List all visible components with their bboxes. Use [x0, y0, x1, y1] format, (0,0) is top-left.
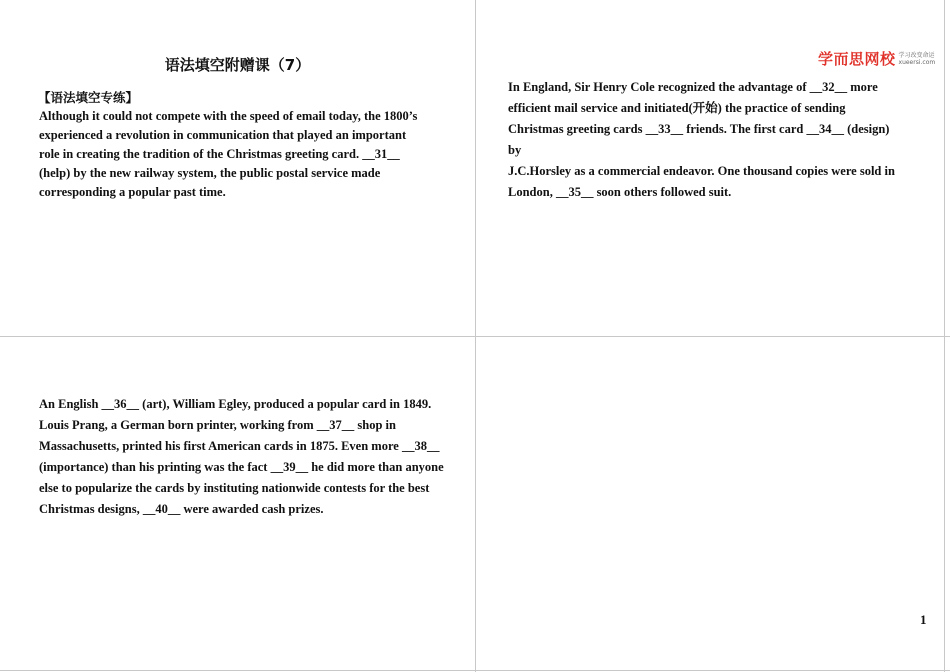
paragraph-2-part-1: In England, Sir Henry Cole recognized the advantage of __32__ more efficient mail service and initiated(开始) the practice of sending Christmas greeting cards __33__ friends. The first card __34__ (design) by [508, 80, 890, 157]
horizontal-divider [0, 336, 950, 337]
right-border [944, 0, 945, 672]
page-number: 1 [920, 612, 927, 627]
section-label: 【语法填空专练】 [38, 90, 139, 105]
paragraph-1: Although it could not compete with the speed of email today, the 1800’s experienced a revolution in communication that played an important role in creating the tradition of the Christmas greeting card. __31__ (help) by the new railway system, the public postal service made corresponding a popular past time. [39, 109, 418, 199]
paragraph-2-part-2: J.C.Horsley as a commercial endeavor. One thousand copies were sold in London, __35__ soon others followed suit. [508, 164, 895, 199]
bottom-border [0, 670, 950, 671]
logo-url: xueersi.com [898, 58, 936, 66]
logo-slogan: 学习改变命运 [898, 51, 935, 59]
page-title: 语法填空附赠课（7） [164, 56, 311, 74]
brand-logo [818, 48, 935, 69]
paragraph-2 [508, 77, 898, 203]
paragraph-3: An English __36__ (art), William Egley, produced a popular card in 1849. Louis Prang, a German born printer, working from __37__ shop in Massachusetts, printed his first American cards in 1875. Even more __38__ (importance) than his printing was the fact __39__ he did more than anyone else to popularize the cards by instituting nationwide contests for the best Christmas designs, __40__ were awarded cash prizes. [39, 397, 444, 516]
logo-side [899, 52, 936, 66]
logo-text: 学而思网校 [818, 50, 896, 68]
